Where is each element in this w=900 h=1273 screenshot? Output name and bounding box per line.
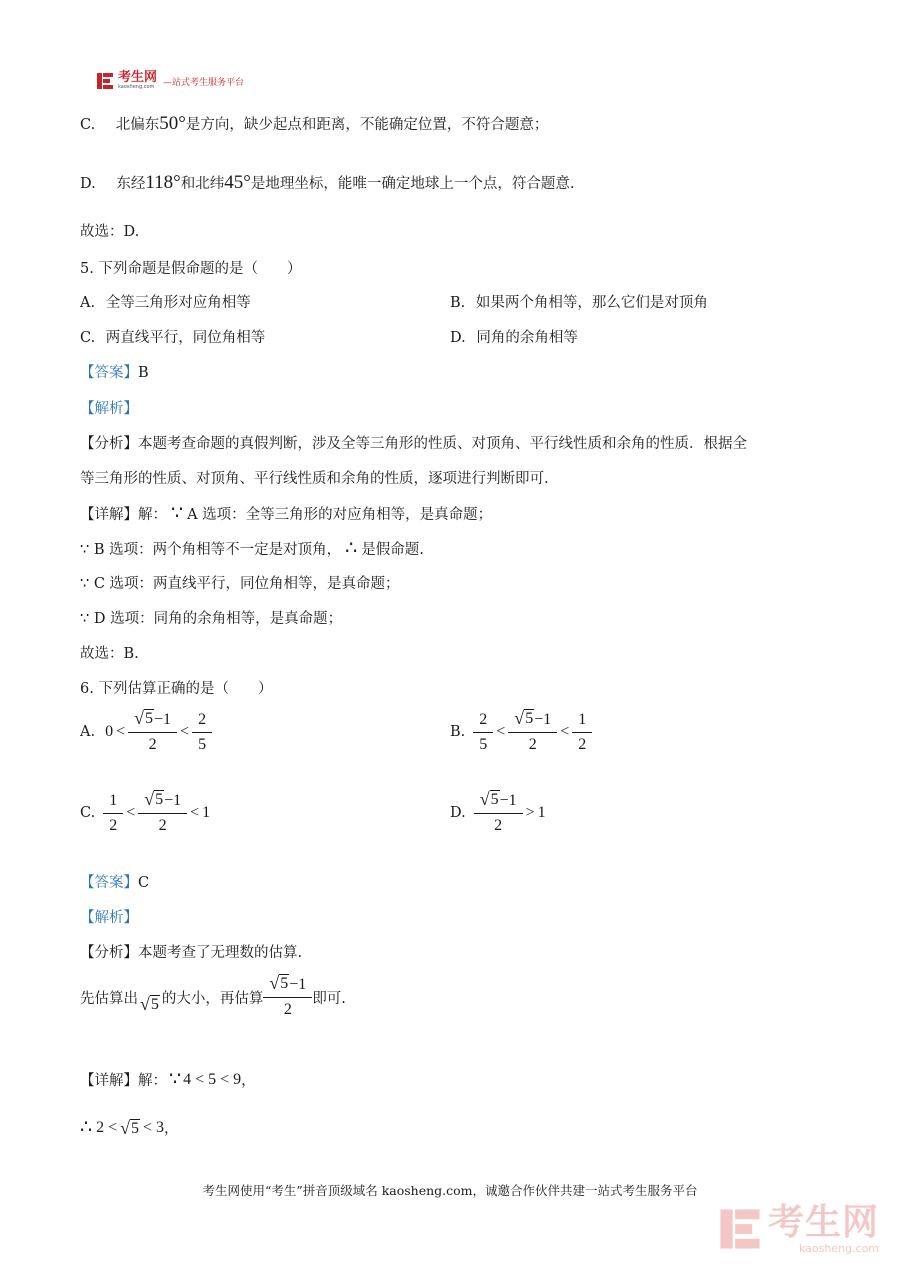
xiangjie-tag: 【详解】 <box>80 507 138 523</box>
math-radicand: 5 <box>525 710 534 727</box>
math-angle: 118° <box>145 172 181 193</box>
q6-option-a <box>80 709 212 755</box>
math-number: 0 <box>105 723 114 740</box>
option-label: A. <box>80 295 96 311</box>
math-number: −1 <box>164 792 182 809</box>
math-radicand: 5 <box>131 1119 140 1137</box>
option-label: C. <box>80 330 96 346</box>
math-lt: < <box>180 723 190 740</box>
q6-jiexi-tag: 【解析】 <box>80 910 138 926</box>
because-symbol: ∵ <box>80 611 90 627</box>
option-a-math <box>105 709 212 755</box>
q5-fenxi-line1 <box>80 432 747 453</box>
q5-option-c <box>80 326 265 347</box>
option-label: B. <box>450 295 466 311</box>
q5-xiangjie-1 <box>80 502 492 525</box>
math-number: −1 <box>499 792 517 809</box>
q5-xiangjie-2 <box>80 537 424 560</box>
because-symbol: ∵ <box>171 503 184 524</box>
watermark-text: 考生网 <box>768 1202 880 1243</box>
option-label: B. <box>450 724 466 740</box>
option-text: 两直线平行，同位角相等 <box>105 330 266 346</box>
prev-option-c <box>80 113 548 135</box>
logo-slogan: —站式考生服务平台 <box>163 77 245 88</box>
math-lt: < <box>560 723 570 740</box>
q5-fenxi-line2: 等三角形的性质、对顶角、平行线性质和余角的性质，逐项进行判断即可. <box>80 471 549 487</box>
page-footer: 考生网使用“考生”拼音顶级域名 kaosheng.com，诚邀合作伙伴共建一站式考生服务平台 <box>202 1183 698 1198</box>
answer-tag: 【答案】 <box>80 875 138 891</box>
option-text: 全等三角形对应角相等 <box>105 295 251 311</box>
q6-fenxi <box>80 941 302 962</box>
math-angle: 45° <box>224 172 251 193</box>
xiangjie-text: D 选项：同角的余角相等，是真命题； <box>93 611 343 627</box>
answer-value: C <box>138 875 150 891</box>
watermark-domain: kaosheng.com <box>798 1242 880 1255</box>
header-logo <box>96 72 244 90</box>
math-fraction <box>106 791 120 836</box>
math-number: −1 <box>534 711 552 728</box>
q6-option-c <box>80 790 210 836</box>
xiangjie-text: A 选项：全等三角形的对应角相等，是真命题； <box>187 507 493 523</box>
option-label: C. <box>80 117 96 133</box>
estimate-text: 先估算出 <box>80 990 138 1007</box>
math-number: 1 <box>202 804 211 821</box>
math-radicand: 5 <box>150 996 159 1013</box>
math-fraction: √ 5 −1 2 <box>477 790 520 836</box>
option-b-math <box>473 709 592 755</box>
therefore-symbol: ∴ <box>345 538 358 559</box>
option-text: 北偏东 <box>115 117 160 133</box>
math-fraction: √ 5 −1 2 <box>511 709 554 755</box>
estimate-text: 即可. <box>312 990 346 1007</box>
math-denominator: 2 <box>508 732 557 755</box>
watermark <box>718 1203 879 1255</box>
math-fraction-expr <box>263 974 312 1020</box>
math-fraction: √ 5 −1 2 <box>131 709 174 755</box>
math-denominator: 5 <box>473 732 493 755</box>
logo-domain: kaosheng.com <box>118 84 155 90</box>
math-fraction <box>476 710 490 755</box>
math-radicand: 5 <box>490 791 499 808</box>
math-denominator: 2 <box>128 732 177 755</box>
q6-option-b <box>450 709 592 755</box>
math-number: −1 <box>154 711 172 728</box>
xiangjie-tag: 【详解】 <box>80 1073 138 1089</box>
q6-stem: 6. 下列估算正确的是（ ） <box>80 681 273 697</box>
math-inequality: 4 < 5 < 9 <box>183 1070 242 1088</box>
q5-option-a <box>80 291 251 312</box>
math-radicand: 5 <box>155 791 164 808</box>
option-label: A. <box>80 724 96 740</box>
math-gt: > <box>525 804 535 821</box>
option-label: D. <box>450 330 466 346</box>
q5-stem: 5. 下列命题是假命题的是（ ） <box>80 261 302 277</box>
q5-choose: 故选：B. <box>80 646 139 662</box>
q5-option-b <box>450 291 708 312</box>
prev-option-d <box>80 172 574 194</box>
xiangjie-text: C 选项：两直线平行，同位角相等，是真命题； <box>93 576 400 592</box>
xiangjie-text: 是假命题. <box>361 542 424 558</box>
option-text: 同角的余角相等 <box>476 330 578 346</box>
math-denominator: 2 <box>263 997 312 1020</box>
fenxi-tag: 【分析】 <box>80 436 138 452</box>
math-denominator: 5 <box>192 732 212 755</box>
math-fraction: √ 5 −1 2 <box>266 974 309 1020</box>
option-label: D. <box>80 176 96 192</box>
logo-name: 考生网 <box>118 70 158 85</box>
option-text: 是方向，缺少起点和距离，不能确定位置，不符合题意； <box>185 117 549 133</box>
math-text: 2 < <box>96 1118 118 1136</box>
xiangjie-text: 解： <box>138 1073 167 1089</box>
xiangjie-text: 解： <box>138 507 167 523</box>
option-text: 是地理坐标，能唯一确定地球上一个点，符合题意. <box>250 176 575 192</box>
math-lt: < <box>496 723 506 740</box>
math-denominator: 2 <box>572 732 592 755</box>
math-radicand: 5 <box>280 975 289 992</box>
kaosheng-logo-icon <box>96 72 114 90</box>
q6-option-d <box>450 790 546 836</box>
option-label: C. <box>80 805 96 821</box>
because-symbol: ∵ <box>169 1069 182 1090</box>
q6-estimate-line <box>80 974 346 1020</box>
q5-answer <box>80 361 149 382</box>
math-number: −1 <box>289 976 307 993</box>
option-label: D. <box>450 805 466 821</box>
option-d-math <box>474 790 546 836</box>
fenxi-text: 本题考查了无理数的估算. <box>138 945 303 961</box>
math-lt: < <box>126 804 136 821</box>
math-sqrt5: √ 5 <box>140 994 159 1014</box>
xiangjie-text: B 选项：两个角相等不一定是对顶角， <box>93 542 342 558</box>
q6-xiangjie-1 <box>80 1068 256 1091</box>
math-fraction <box>195 710 209 755</box>
math-angle: 50° <box>159 113 186 134</box>
option-text: 东经 <box>116 176 146 192</box>
q5-xiangjie-3 <box>80 572 400 593</box>
math-number: 1 <box>537 804 546 821</box>
math-numerator: 1 <box>109 791 118 809</box>
math-text: < 3 <box>143 1118 165 1136</box>
math-denominator: 2 <box>474 813 523 836</box>
option-text: 和北纬 <box>180 176 225 192</box>
math-fraction: √ 5 −1 2 <box>141 790 184 836</box>
option-c-math <box>103 790 210 836</box>
fenxi-text: 本题考查命题的真假判断，涉及全等三角形的性质、对顶角、平行线性质和余角的性质．根据全 <box>138 436 747 452</box>
math-numerator: 2 <box>479 710 488 728</box>
answer-tag: 【答案】 <box>80 365 138 381</box>
math-inequality: 2 < √ 5 < 3 <box>96 1117 165 1138</box>
punctuation: ， <box>164 1121 179 1137</box>
prev-choose: 故选：D. <box>80 224 140 240</box>
q5-xiangjie-4 <box>80 607 342 628</box>
punctuation: ， <box>241 1073 256 1089</box>
because-symbol: ∵ <box>80 576 90 592</box>
watermark-logo-icon <box>718 1207 762 1251</box>
q5-option-d <box>450 326 578 347</box>
option-text: 如果两个角相等，那么它们是对顶角 <box>475 295 708 311</box>
estimate-text: 的大小，再估算 <box>161 990 264 1007</box>
q6-answer <box>80 871 149 892</box>
math-lt: < <box>116 723 126 740</box>
because-symbol: ∵ <box>80 542 90 558</box>
fenxi-tag: 【分析】 <box>80 945 138 961</box>
math-denominator: 2 <box>138 813 187 836</box>
q6-xiangjie-2 <box>80 1116 179 1139</box>
math-lt: < <box>190 804 200 821</box>
therefore-symbol: ∴ <box>80 1117 93 1138</box>
math-fraction <box>575 710 589 755</box>
math-denominator: 2 <box>103 813 123 836</box>
math-numerator: 1 <box>578 710 587 728</box>
answer-value: B <box>138 365 149 381</box>
math-numerator: 2 <box>198 710 207 728</box>
q5-jiexi-tag: 【解析】 <box>80 401 138 417</box>
math-radicand: 5 <box>145 710 154 727</box>
